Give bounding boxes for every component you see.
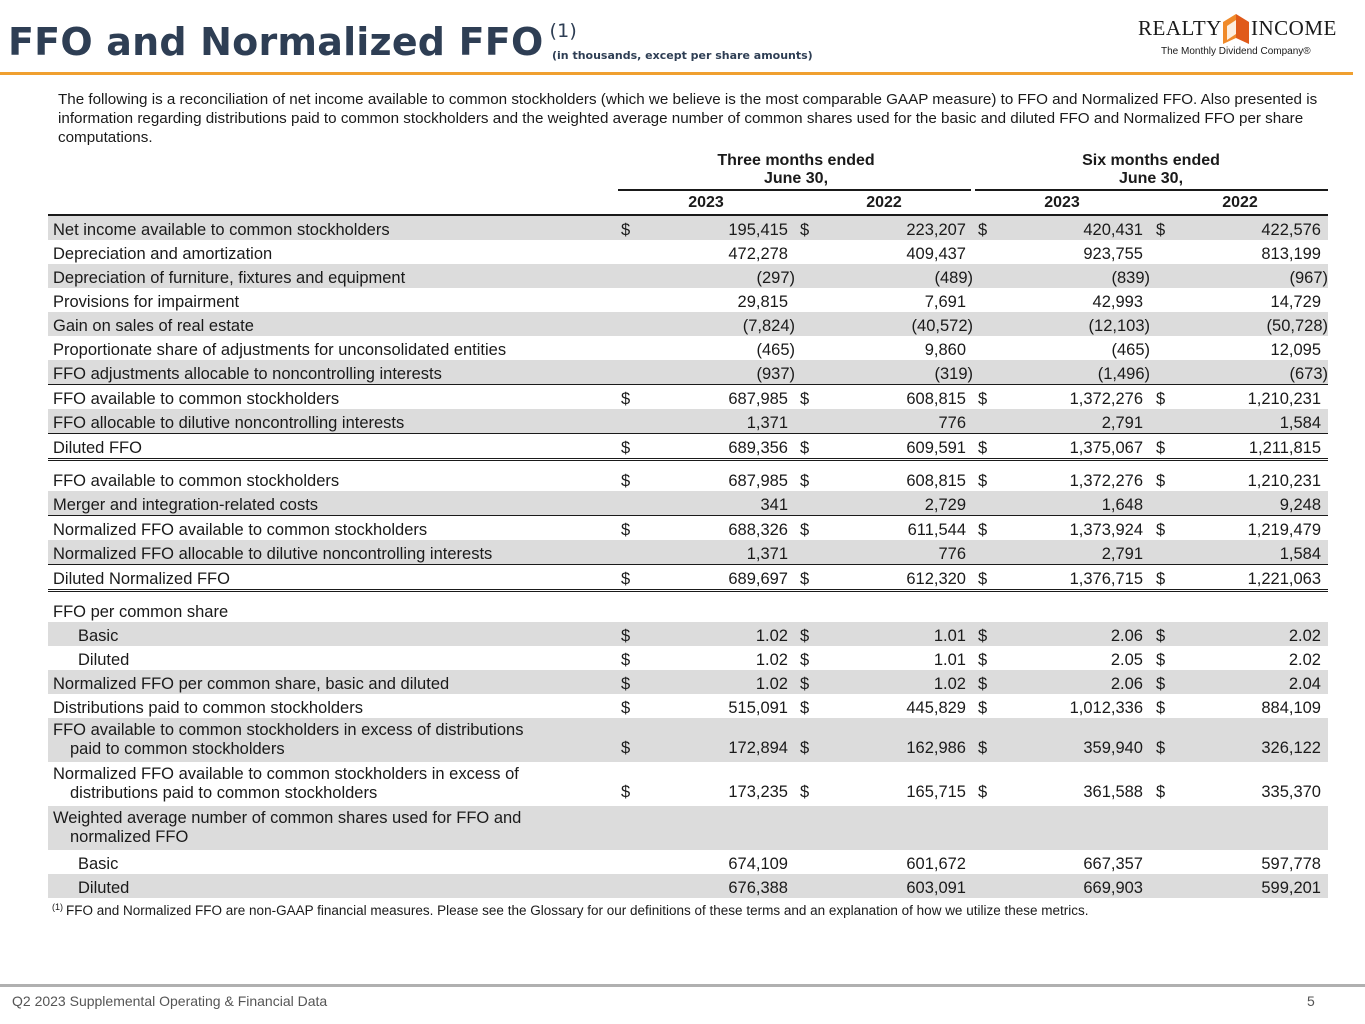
currency-symbol: $ xyxy=(800,221,810,239)
row-label-line: Normalized FFO allocable to dilutive noncontrolling interests xyxy=(53,545,493,563)
table-row xyxy=(48,336,1328,360)
row-label xyxy=(53,221,390,240)
column-group-six-months xyxy=(1001,152,1301,188)
cell-value: 1,210,231 xyxy=(1247,390,1321,408)
currency-symbol: $ xyxy=(978,651,988,669)
table-row xyxy=(48,434,1328,461)
row-label xyxy=(53,317,254,336)
cell-value: 165,715 xyxy=(906,783,966,801)
row-label-line: FFO allocable to dilutive noncontrolling interests xyxy=(53,414,405,432)
currency-symbol: $ xyxy=(1156,221,1166,239)
cell-value: 422,576 xyxy=(1261,221,1321,239)
currency-symbol: $ xyxy=(621,699,631,717)
row-label xyxy=(53,545,492,564)
cell-value: 1,211,815 xyxy=(1248,439,1321,457)
row-label-line: FFO available to common stockholders in excess of distributions xyxy=(53,721,524,739)
row-label xyxy=(53,439,142,458)
table-row xyxy=(48,718,1328,762)
currency-symbol: $ xyxy=(800,472,810,490)
currency-symbol: $ xyxy=(621,627,631,645)
currency-symbol: $ xyxy=(800,783,810,801)
row-label xyxy=(78,879,129,898)
cell-value: 341 xyxy=(760,496,788,514)
row-label xyxy=(53,603,228,622)
table-row xyxy=(48,216,1328,240)
row-label xyxy=(78,651,129,670)
currency-symbol: $ xyxy=(800,439,810,457)
currency-symbol: $ xyxy=(621,221,631,239)
cell-value: (839) xyxy=(1111,269,1150,287)
row-label xyxy=(53,390,339,409)
cell-value: 359,940 xyxy=(1083,739,1143,757)
cell-value: 688,326 xyxy=(728,521,788,539)
currency-symbol: $ xyxy=(800,739,810,757)
table-row xyxy=(48,409,1328,434)
currency-symbol: $ xyxy=(621,472,631,490)
currency-symbol: $ xyxy=(621,651,631,669)
page-title-text: FFO and Normalized FFO xyxy=(8,20,544,64)
cell-value: 776 xyxy=(938,414,966,432)
cell-value: (1,496) xyxy=(1097,365,1150,383)
row-label-line: Diluted xyxy=(78,651,130,669)
cell-value: 1,584 xyxy=(1279,545,1321,563)
cell-value: 173,235 xyxy=(728,783,788,801)
cell-value: 601,672 xyxy=(906,855,966,873)
currency-symbol: $ xyxy=(800,651,810,669)
cell-value: 472,278 xyxy=(728,245,788,263)
row-label-line: Normalized FFO available to common stockholders xyxy=(53,521,428,539)
cell-value: 14,729 xyxy=(1270,293,1321,311)
cell-value: 689,356 xyxy=(728,439,788,457)
cell-value: 1,584 xyxy=(1279,414,1321,432)
cell-value: 2.06 xyxy=(1110,627,1143,645)
row-label-continuation: normalized FFO xyxy=(70,828,189,846)
currency-symbol: $ xyxy=(621,739,631,757)
currency-symbol: $ xyxy=(978,521,988,539)
row-label-continuation: paid to common stockholders xyxy=(70,740,285,758)
row-label-line: Normalized FFO available to common stockholders in excess of xyxy=(53,765,519,783)
row-label xyxy=(53,269,405,288)
row-label-line: FFO per common share xyxy=(53,603,229,621)
currency-symbol: $ xyxy=(978,221,988,239)
cell-value: 1,371 xyxy=(746,545,788,563)
row-label-line: FFO available to common stockholders xyxy=(53,472,340,490)
cell-value: (937) xyxy=(756,365,795,383)
cell-value: 195,415 xyxy=(728,221,788,239)
currency-symbol: $ xyxy=(978,472,988,490)
row-label xyxy=(53,570,230,589)
cell-value: 2.04 xyxy=(1288,675,1321,693)
footer-document-title: Q2 2023 Supplemental Operating & Financial Data xyxy=(12,993,328,1009)
row-label-line: Basic xyxy=(78,855,119,873)
table-row xyxy=(48,762,1328,806)
row-label xyxy=(53,809,521,847)
currency-symbol: $ xyxy=(621,783,631,801)
cell-value: (40,572) xyxy=(911,317,973,335)
header-rule xyxy=(0,72,1353,75)
row-label-line: Depreciation of furniture, fixtures and equipment xyxy=(53,269,406,287)
intro-paragraph: The following is a reconciliation of net income available to common stockholders (which we believe is the most comparable GAAP measure) to FFO and Normalized FFO. Also presented is information regarding distributions paid to common stockholders and the weighted average number of common shares used for the basic and diluted FFO and Normalized FFO per share computations. xyxy=(58,91,1318,146)
currency-symbol: $ xyxy=(1156,390,1166,408)
table-row xyxy=(48,264,1328,288)
footnote xyxy=(52,902,1089,918)
cell-value: 409,437 xyxy=(906,245,966,263)
cell-value: (7,824) xyxy=(742,317,795,335)
column-group-three-months xyxy=(646,152,946,188)
currency-symbol: $ xyxy=(800,699,810,717)
row-label-line: Proportionate share of adjustments for unconsolidated entities xyxy=(53,341,507,359)
cell-value: 599,201 xyxy=(1261,879,1321,897)
cell-value: 676,388 xyxy=(728,879,788,897)
units-subtitle: (in thousands, except per share amounts) xyxy=(552,49,813,62)
cell-value: (319) xyxy=(934,365,973,383)
page-header xyxy=(0,0,1365,74)
row-label xyxy=(53,675,449,694)
currency-symbol: $ xyxy=(621,521,631,539)
row-label xyxy=(53,721,523,759)
cell-value: 1,219,479 xyxy=(1247,521,1321,539)
cell-value: 674,109 xyxy=(728,855,788,873)
column-group-six-months-line1: Six months ended xyxy=(1082,152,1220,169)
cell-value: 1.02 xyxy=(755,675,788,693)
logo-word-left: REALTY xyxy=(1138,16,1222,40)
cell-value: 1,012,336 xyxy=(1069,699,1143,717)
cell-value: 1,375,067 xyxy=(1069,439,1143,457)
cell-value: 326,122 xyxy=(1261,739,1321,757)
table-row xyxy=(48,491,1328,516)
currency-symbol: $ xyxy=(978,675,988,693)
cell-value: 9,248 xyxy=(1279,496,1321,514)
table-row xyxy=(48,467,1328,491)
cell-value: 813,199 xyxy=(1261,245,1321,263)
cell-value: 608,815 xyxy=(906,472,966,490)
page-number: 5 xyxy=(1307,993,1315,1009)
table-row xyxy=(48,360,1328,385)
row-label xyxy=(53,414,404,433)
logo-mark-icon xyxy=(1222,14,1250,46)
currency-symbol: $ xyxy=(1156,570,1166,588)
row-label-line: Weighted average number of common shares used for FFO and xyxy=(53,809,522,827)
cell-value: 1.01 xyxy=(933,627,966,645)
footnote-text: FFO and Normalized FFO are non-GAAP financial measures. Please see the Glossary for our definitions of these terms and an explanation of how we utilize these metrics. xyxy=(66,903,1089,918)
table-row xyxy=(48,385,1328,409)
currency-symbol: $ xyxy=(1156,627,1166,645)
cell-value: 884,109 xyxy=(1261,699,1321,717)
year-header-ytd-2022: 2022 xyxy=(1222,194,1258,211)
currency-symbol: $ xyxy=(1156,739,1166,757)
table-row xyxy=(48,694,1328,718)
row-label-line: FFO available to common stockholders xyxy=(53,390,340,408)
footer-rule xyxy=(0,984,1365,987)
currency-symbol: $ xyxy=(1156,675,1166,693)
cell-value: 1,376,715 xyxy=(1069,570,1143,588)
cell-value: 611,544 xyxy=(907,521,966,539)
currency-symbol: $ xyxy=(1156,699,1166,717)
cell-value: 29,815 xyxy=(737,293,788,311)
table-row xyxy=(48,850,1328,874)
row-label xyxy=(53,699,363,718)
column-group-three-months-line2: June 30, xyxy=(763,170,829,187)
cell-value: 361,588 xyxy=(1083,783,1143,801)
row-label xyxy=(53,521,427,540)
row-label-line: Diluted FFO xyxy=(53,439,142,457)
logo-word-right: INCOME xyxy=(1251,16,1337,40)
row-label xyxy=(53,245,272,264)
cell-value: (297) xyxy=(756,269,795,287)
cell-value: (489) xyxy=(934,269,973,287)
table-row xyxy=(48,598,1328,622)
table-row xyxy=(48,312,1328,336)
table-row xyxy=(48,240,1328,264)
row-label-continuation: distributions paid to common stockholders xyxy=(70,784,378,802)
cell-value: 776 xyxy=(938,545,966,563)
cell-value: 1,210,231 xyxy=(1247,472,1321,490)
table-row xyxy=(48,806,1328,850)
currency-symbol: $ xyxy=(978,739,988,757)
cell-value: (465) xyxy=(756,341,795,359)
cell-value: 609,591 xyxy=(906,439,966,457)
row-label xyxy=(53,341,506,360)
table-row xyxy=(48,670,1328,694)
row-label-line: Diluted xyxy=(78,879,130,897)
cell-value: 1.01 xyxy=(933,651,966,669)
cell-value: 612,320 xyxy=(906,570,966,588)
currency-symbol: $ xyxy=(800,521,810,539)
title-footnote-marker: (1) xyxy=(549,20,577,42)
row-label-line: Gain on sales of real estate xyxy=(53,317,254,335)
cell-value: 1.02 xyxy=(755,651,788,669)
currency-symbol: $ xyxy=(978,699,988,717)
row-label-line: Merger and integration-related costs xyxy=(53,496,319,514)
currency-symbol: $ xyxy=(800,627,810,645)
cell-value: 7,691 xyxy=(924,293,966,311)
table-row xyxy=(48,540,1328,565)
currency-symbol: $ xyxy=(978,627,988,645)
footnote-marker: (1) xyxy=(52,902,63,912)
row-label xyxy=(53,496,318,515)
column-group-rule-three-months xyxy=(618,189,971,191)
cell-value: 687,985 xyxy=(728,472,788,490)
currency-symbol: $ xyxy=(621,570,631,588)
cell-value: 515,091 xyxy=(728,699,788,717)
currency-symbol: $ xyxy=(800,390,810,408)
row-label xyxy=(53,293,239,312)
row-label-line: Depreciation and amortization xyxy=(53,245,273,263)
cell-value: 9,860 xyxy=(924,341,966,359)
year-header-q-2022: 2022 xyxy=(866,194,902,211)
cell-value: 687,985 xyxy=(728,390,788,408)
currency-symbol: $ xyxy=(978,439,988,457)
row-label-line: Normalized FFO per common share, basic and diluted xyxy=(53,675,450,693)
cell-value: 1,372,276 xyxy=(1069,390,1143,408)
currency-symbol: $ xyxy=(978,783,988,801)
cell-value: 1,648 xyxy=(1101,496,1143,514)
cell-value: 1.02 xyxy=(933,675,966,693)
cell-value: (673) xyxy=(1289,365,1328,383)
cell-value: 2,791 xyxy=(1101,545,1143,563)
currency-symbol: $ xyxy=(621,439,631,457)
row-label-line: Provisions for impairment xyxy=(53,293,240,311)
realty-income-logo xyxy=(1138,14,1338,62)
page-title xyxy=(8,20,577,64)
currency-symbol: $ xyxy=(800,675,810,693)
cell-value: 689,697 xyxy=(728,570,788,588)
logo-tagline: The Monthly Dividend Company® xyxy=(1161,46,1311,57)
table-row xyxy=(48,622,1328,646)
cell-value: 335,370 xyxy=(1261,783,1321,801)
row-label xyxy=(78,855,118,874)
cell-value: 2,729 xyxy=(924,496,966,514)
cell-value: 597,778 xyxy=(1261,855,1321,873)
cell-value: 2.02 xyxy=(1288,627,1321,645)
ffo-reconciliation-table xyxy=(48,214,1328,898)
cell-value: 667,357 xyxy=(1083,855,1143,873)
cell-value: 2.02 xyxy=(1288,651,1321,669)
currency-symbol: $ xyxy=(621,390,631,408)
row-label-line: Net income available to common stockholders xyxy=(53,221,390,239)
row-label xyxy=(53,472,339,491)
cell-value: 2.06 xyxy=(1110,675,1143,693)
cell-value: 923,755 xyxy=(1083,245,1143,263)
cell-value: 669,903 xyxy=(1083,879,1143,897)
cell-value: 42,993 xyxy=(1092,293,1143,311)
column-group-rule-six-months xyxy=(975,189,1328,191)
currency-symbol: $ xyxy=(1156,783,1166,801)
cell-value: 172,894 xyxy=(728,739,788,757)
cell-value: 608,815 xyxy=(906,390,966,408)
row-label-line: FFO adjustments allocable to noncontrolling interests xyxy=(53,365,442,383)
cell-value: 223,207 xyxy=(906,221,966,239)
table-row xyxy=(48,565,1328,592)
cell-value: 1,372,276 xyxy=(1069,472,1143,490)
currency-symbol: $ xyxy=(978,570,988,588)
cell-value: 162,986 xyxy=(906,739,966,757)
currency-symbol: $ xyxy=(621,675,631,693)
cell-value: (465) xyxy=(1111,341,1150,359)
row-label-line: Distributions paid to common stockholders xyxy=(53,699,363,717)
currency-symbol: $ xyxy=(1156,439,1166,457)
row-label-line: Basic xyxy=(78,627,119,645)
row-label xyxy=(53,365,442,384)
year-header-q-2023: 2023 xyxy=(688,194,724,211)
currency-symbol: $ xyxy=(978,390,988,408)
year-header-ytd-2023: 2023 xyxy=(1044,194,1080,211)
cell-value: 1,371 xyxy=(746,414,788,432)
table-row xyxy=(48,288,1328,312)
cell-value: (12,103) xyxy=(1088,317,1150,335)
currency-symbol: $ xyxy=(800,570,810,588)
cell-value: 1.02 xyxy=(755,627,788,645)
column-group-three-months-line1: Three months ended xyxy=(717,152,875,169)
cell-value: 1,221,063 xyxy=(1247,570,1321,588)
cell-value: 1,373,924 xyxy=(1069,521,1143,539)
cell-value: 2,791 xyxy=(1101,414,1143,432)
row-label xyxy=(53,765,519,803)
cell-value: 445,829 xyxy=(906,699,966,717)
row-label-line: Diluted Normalized FFO xyxy=(53,570,230,588)
table-row xyxy=(48,516,1328,540)
currency-symbol: $ xyxy=(1156,472,1166,490)
cell-value: 420,431 xyxy=(1083,221,1143,239)
cell-value: 603,091 xyxy=(906,879,966,897)
currency-symbol: $ xyxy=(1156,651,1166,669)
cell-value: (50,728) xyxy=(1266,317,1328,335)
table-row xyxy=(48,874,1328,898)
cell-value: (967) xyxy=(1289,269,1328,287)
cell-value: 2.05 xyxy=(1110,651,1143,669)
currency-symbol: $ xyxy=(1156,521,1166,539)
column-group-six-months-line2: June 30, xyxy=(1118,170,1184,187)
cell-value: 12,095 xyxy=(1270,341,1321,359)
row-label xyxy=(78,627,118,646)
table-row xyxy=(48,646,1328,670)
